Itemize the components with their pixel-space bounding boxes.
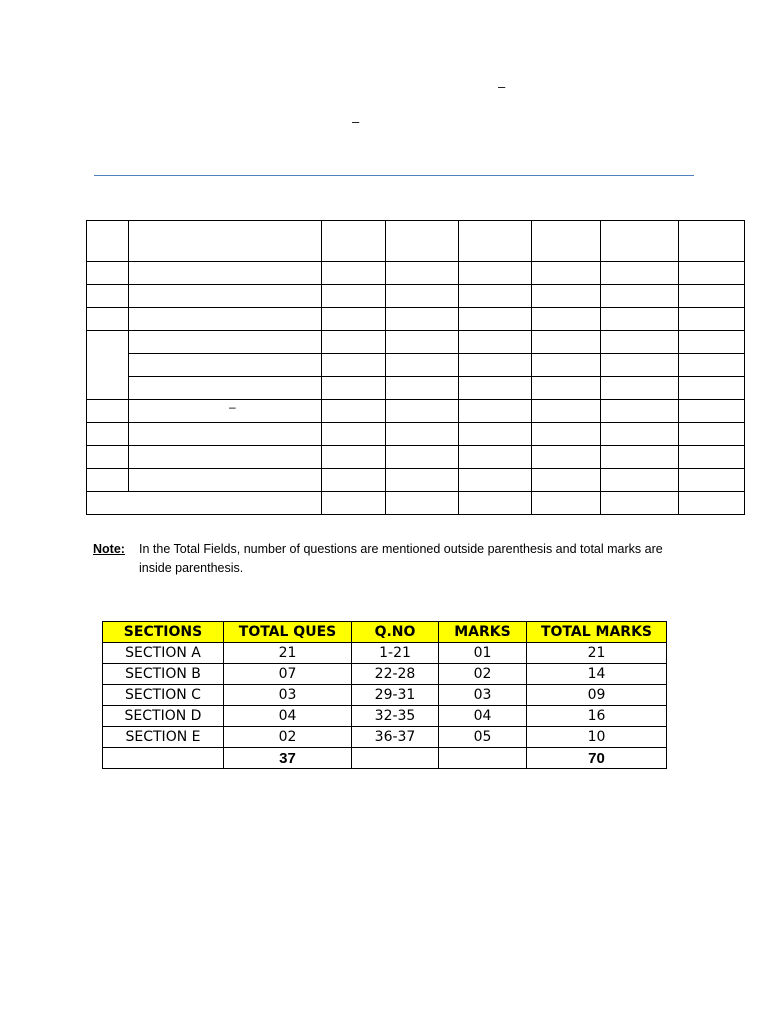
question-range: 22-28 <box>352 664 439 685</box>
totals-blank <box>439 748 527 769</box>
total-marks-sum: 70 <box>527 748 667 769</box>
total-marks: 14 <box>527 664 667 685</box>
header-dash-1: – <box>498 79 506 94</box>
marks: 04 <box>439 706 527 727</box>
marks: 02 <box>439 664 527 685</box>
total-ques: 02 <box>224 727 352 748</box>
header-dash-2: – <box>352 114 360 129</box>
section-name: SECTION E <box>103 727 224 748</box>
total-marks: 10 <box>527 727 667 748</box>
blueprint-dash: – <box>229 400 236 414</box>
header-total-ques: TOTAL QUES <box>224 622 352 643</box>
blueprint-row <box>87 423 745 446</box>
totals-row <box>103 748 667 769</box>
question-range: 1-21 <box>352 643 439 664</box>
question-range: 36-37 <box>352 727 439 748</box>
header-qno: Q.NO <box>352 622 439 643</box>
header-sections: SECTIONS <box>103 622 224 643</box>
blueprint-row <box>87 377 745 400</box>
section-name: SECTION B <box>103 664 224 685</box>
blueprint-header-row <box>87 221 745 262</box>
header-marks: MARKS <box>439 622 527 643</box>
question-range: 32-35 <box>352 706 439 727</box>
table-row <box>103 685 667 706</box>
section-name: SECTION A <box>103 643 224 664</box>
total-ques: 21 <box>224 643 352 664</box>
note-label: Note: <box>93 542 125 556</box>
blueprint-table <box>86 220 745 515</box>
table-row <box>103 706 667 727</box>
totals-blank <box>352 748 439 769</box>
marks: 01 <box>439 643 527 664</box>
question-range: 29-31 <box>352 685 439 706</box>
blueprint-row <box>87 331 745 354</box>
totals-blank <box>103 748 224 769</box>
section-name: SECTION C <box>103 685 224 706</box>
total-ques: 07 <box>224 664 352 685</box>
blueprint-row <box>87 446 745 469</box>
blueprint-row <box>87 285 745 308</box>
note-text: In the Total Fields, number of questions are mentioned outside parenthesis and total marks are inside parenthesis. <box>139 542 663 575</box>
blueprint-row <box>87 400 745 423</box>
sections-header-row <box>103 622 667 643</box>
total-ques: 04 <box>224 706 352 727</box>
table-row <box>103 664 667 685</box>
header-divider <box>94 175 694 176</box>
header-total-marks: TOTAL MARKS <box>527 622 667 643</box>
total-ques: 03 <box>224 685 352 706</box>
blueprint-row <box>87 469 745 492</box>
blueprint-row <box>87 354 745 377</box>
blueprint-row <box>87 308 745 331</box>
marks: 03 <box>439 685 527 706</box>
table-row <box>103 727 667 748</box>
total-marks: 09 <box>527 685 667 706</box>
table-row <box>103 643 667 664</box>
sections-table <box>102 621 667 769</box>
total-marks: 16 <box>527 706 667 727</box>
blueprint-row <box>87 262 745 285</box>
marks: 05 <box>439 727 527 748</box>
total-questions-sum: 37 <box>224 748 352 769</box>
blueprint-total-row <box>87 492 745 515</box>
section-name: SECTION D <box>103 706 224 727</box>
total-marks: 21 <box>527 643 667 664</box>
